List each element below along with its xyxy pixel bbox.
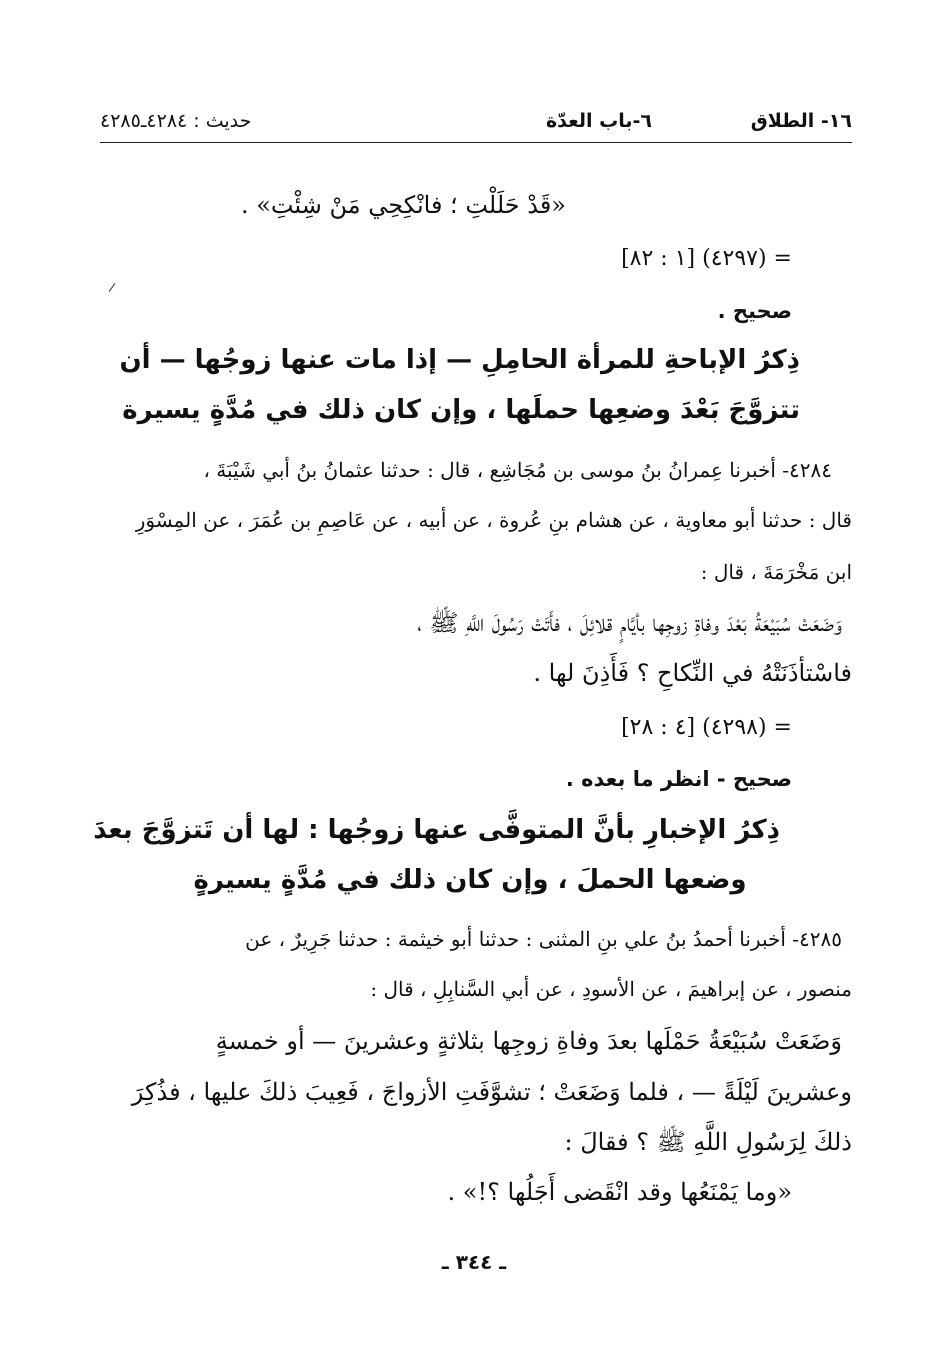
cross-reference: = (٤٢٩٧) [١ : ٨٢] [621, 246, 792, 271]
isnad-line: قال : حدثنا أبو معاوية ، عن هشام بنِ عُروة ، عن أبيه ، عن عَاصِمِ بن عُمَرَ ، عن المِسْوَرِ [135, 508, 852, 532]
chapter-title: ١٦- الطلاق [750, 110, 852, 132]
matn-line: وَضَعَتْ سُبَيْعَةُ حَمْلَها بعدَ وفاةِ زوجِها بثلاثةٍ وعشرينَ — أو خمسةٍ [215, 1027, 842, 1055]
matn-line: ذلكَ لِرَسُولِ اللَّهِ ﷺ ؟ فقالَ : [564, 1128, 852, 1156]
isnad-line: ابن مَخْرَمَةَ ، قال : [700, 560, 852, 584]
chapter-heading-line: ذِكرُ الإباحةِ للمرأة الحامِلِ — إذا مات عنها زوجُها — أن [119, 345, 800, 375]
cross-reference: = (٤٢٩٨) [٤ : ٢٨] [621, 715, 792, 740]
grading-status: صحيح - انظر ما بعده . [565, 767, 792, 791]
running-header [100, 100, 852, 140]
isnad-line: ٤٢٨٤- أخبرنا عِمرانُ بنُ موسى بن مُجَاشِع ، قال : حدثنا عثمانُ بنُ أبي شَيْبَةَ ، [203, 458, 832, 482]
chapter-heading-line: تتزوَّجَ بَعْدَ وضعِها حملَها ، وإن كان ذلك في مُدَّةٍ يسيرة [122, 395, 800, 425]
matn-line: «وما يَمْنَعُها وقد انْقَضى أَجَلُها ؟!» . [447, 1178, 792, 1206]
matn-line: وَضَعَتْ سُبَيْعَةُ بَعْدَ وفاةِ زوجِها بأيَّامٍ قلائِلَ ، فأَتَتْ رَسُولَ اللَّهِ ﷺ ، [417, 609, 842, 637]
section-title: ٦-باب العدّة [545, 110, 652, 132]
chapter-heading-line: وضعها الحملَ ، وإن كان ذلك في مُدَّةٍ يسيرةٍ [193, 865, 747, 895]
header-rule [100, 142, 852, 143]
chapter-heading-line: ذِكرُ الإخبارِ بأنَّ المتوفَّى عنها زوجُها : لها أن تَتزوَّجَ بعدَ [93, 815, 780, 845]
page-number: ـ ٣٤٤ ـ [441, 1250, 507, 1274]
grading-status: صحيح . [717, 299, 792, 323]
matn-line: فاسْتأذَنَتْهُ في النِّكاحِ ؟ فَأَذِنَ لها . [533, 659, 852, 687]
margin-mark [109, 283, 116, 292]
matn-line: «قَدْ حَلَلْتِ ؛ فانْكِحِي مَنْ شِئْتِ» . [240, 191, 566, 219]
hadith-range: حديث : ٤٢٨٤ـ٤٢٨٥ [100, 110, 252, 132]
isnad-line: ٤٢٨٥- أخبرنا أحمدُ بنُ علي بنِ المثنى : حدثنا أبو خيثمة : حدثنا جَرِيرٌ ، عن [245, 927, 842, 951]
matn-line: وعشرينَ لَيْلَةً — ، فلما وَضَعَتْ ؛ تشوَّفَتِ الأزواجَ ، فَعِيبَ ذلكَ عليها ، فذُكِرَ [131, 1078, 852, 1106]
isnad-line: منصور ، عن إبراهيمَ ، عن الأسودِ ، عن أبي السَّنابِلِ ، قال : [370, 977, 852, 1001]
